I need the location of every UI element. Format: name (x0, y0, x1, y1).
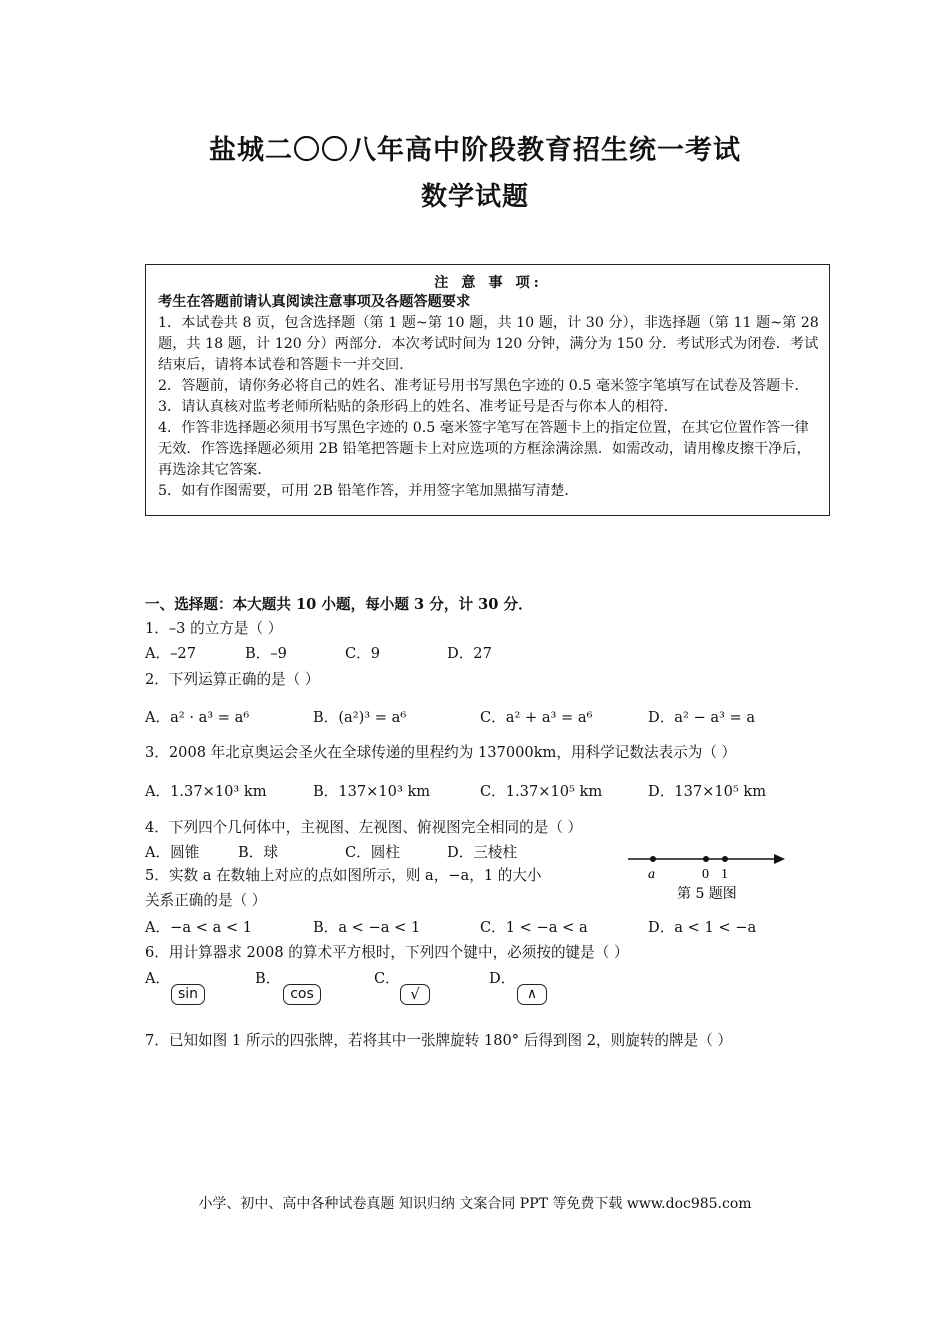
question-6-stem: 6．用计算器求 2008 的算术平方根时，下列四个键中，必须按的键是（ ） (145, 944, 629, 961)
question-4-option-b: B．球 (238, 844, 278, 861)
sin-key-icon: sin (171, 984, 205, 1005)
square-root-key-icon: √ (400, 984, 430, 1005)
question-2-option-a: A．a² · a³ = a⁶ (145, 709, 250, 726)
question-6-option-d: D． (489, 970, 516, 987)
question-5-stem-line-2: 关系正确的是（ ） (145, 892, 267, 909)
question-3-option-d: D．137×10⁵ km (648, 783, 767, 800)
question-2-option-c: C．a² + a³ = a⁶ (480, 709, 593, 726)
question-4-option-c: C．圆柱 (345, 844, 400, 861)
question-6-option-b: B． (255, 970, 281, 987)
label-a: a (648, 867, 655, 882)
question-5-option-b: B．a < −a < 1 (313, 919, 421, 936)
number-line-figure (620, 848, 790, 908)
question-6-option-c: C． (374, 970, 400, 987)
question-1-option-a: A．–27 (145, 645, 196, 662)
figure-caption: 第 5 题图 (677, 886, 737, 902)
page-subtitle: 数学试题 (420, 182, 529, 212)
question-2-option-b: B．(a²)³ = a⁶ (313, 709, 407, 726)
question-2-option-d: D．a² − a³ = a (648, 709, 756, 726)
notice-item-5: 5．如有作图需要，可用 2B 铅笔作答，并用签字笔加黑描写清楚． (158, 483, 579, 499)
number-line-arrow (774, 854, 785, 864)
question-5-option-a: A．−a < a < 1 (145, 919, 253, 936)
question-6-option-a: A． (145, 970, 171, 987)
question-3-stem: 3．2008 年北京奥运会圣火在全球传递的里程约为 137000km，用科学记数法表示为（ ） (145, 744, 737, 761)
page-footer: 小学、初中、高中各种试卷真题 知识归纳 文案合同 PPT 等免费下载 www.doc985.com (198, 1196, 752, 1212)
question-3-option-a: A．1.37×10³ km (145, 783, 267, 800)
notice-box (145, 264, 830, 516)
point-a (650, 856, 656, 862)
page-title: 盐城二〇〇八年高中阶段教育招生统一考试 (209, 135, 741, 166)
question-1-stem: 1．–3 的立方是（ ） (145, 620, 283, 637)
question-5-option-d: D．a < 1 < −a (648, 919, 757, 936)
question-3-option-b: B．137×10³ km (313, 783, 431, 800)
cos-key-icon: cos (283, 984, 321, 1005)
notice-item-2: 2．答题前，请你务必将自己的姓名、准考证号用书写黑色字迹的 0.5 毫米签字笔填写在试卷及答题卡． (158, 378, 809, 394)
power-key-icon: ∧ (517, 984, 547, 1005)
point-1 (722, 856, 728, 862)
label-0: 0 (702, 867, 709, 882)
label-1: 1 (721, 867, 728, 882)
notice-item-3: 3．请认真核对监考老师所粘贴的条形码上的姓名、准考证号是否与你本人的相符． (158, 399, 678, 415)
question-1-option-d: D．27 (447, 645, 492, 662)
section-title: 一、选择题：本大题共 10 小题，每小题 3 分，计 30 分． (145, 596, 533, 613)
question-3-option-c: C．1.37×10⁵ km (480, 783, 603, 800)
question-5-stem-line-1: 5．实数 a 在数轴上对应的点如图所示，则 a，−a，1 的大小 (145, 867, 542, 884)
question-4-stem: 4．下列四个几何体中，主视图、左视图、俯视图完全相同的是（ ） (145, 819, 583, 836)
question-5-option-c: C．1 < −a < a (480, 919, 588, 936)
notice-item-1: 1．本试卷共 8 页，包含选择题（第 1 题~第 10 题，共 10 题，计 30 分），非选择题（第 11 题~第 28 题，共 18 题，计 120 分）两部分．本次考试时间为 120 分钟，满分为 150 分．考试形式为闭卷．考试结束后，请将本试卷和答题卡一并交回． (158, 315, 819, 373)
question-2-stem: 2．下列运算正确的是（ ） (145, 671, 320, 688)
question-1-option-c: C．9 (345, 645, 381, 662)
question-1-option-b: B．–9 (245, 645, 287, 662)
question-4-option-d: D．三棱柱 (447, 844, 518, 861)
question-7-stem: 7．已知如图 1 所示的四张牌，若将其中一张牌旋转 180° 后得到图 2，则旋转的牌是（ ） (145, 1032, 733, 1049)
notice-subheading: 考生在答题前请认真阅读注意事项及各题答题要求 (158, 294, 471, 310)
point-0 (703, 856, 709, 862)
notice-item-4: 4．作答非选择题必须用书写黑色字迹的 0.5 毫米签字笔写在答题卡上的指定位置，在其它位置作答一律无效．作答选择题必须用 2B 铅笔把答题卡上对应选项的方框涂满涂黑．如需改动，请用橡皮擦干净后，再选涂其它答案． (158, 420, 811, 478)
question-4-option-a: A．圆锥 (145, 844, 200, 861)
notice-heading: 注 意 事 项: (434, 275, 543, 291)
